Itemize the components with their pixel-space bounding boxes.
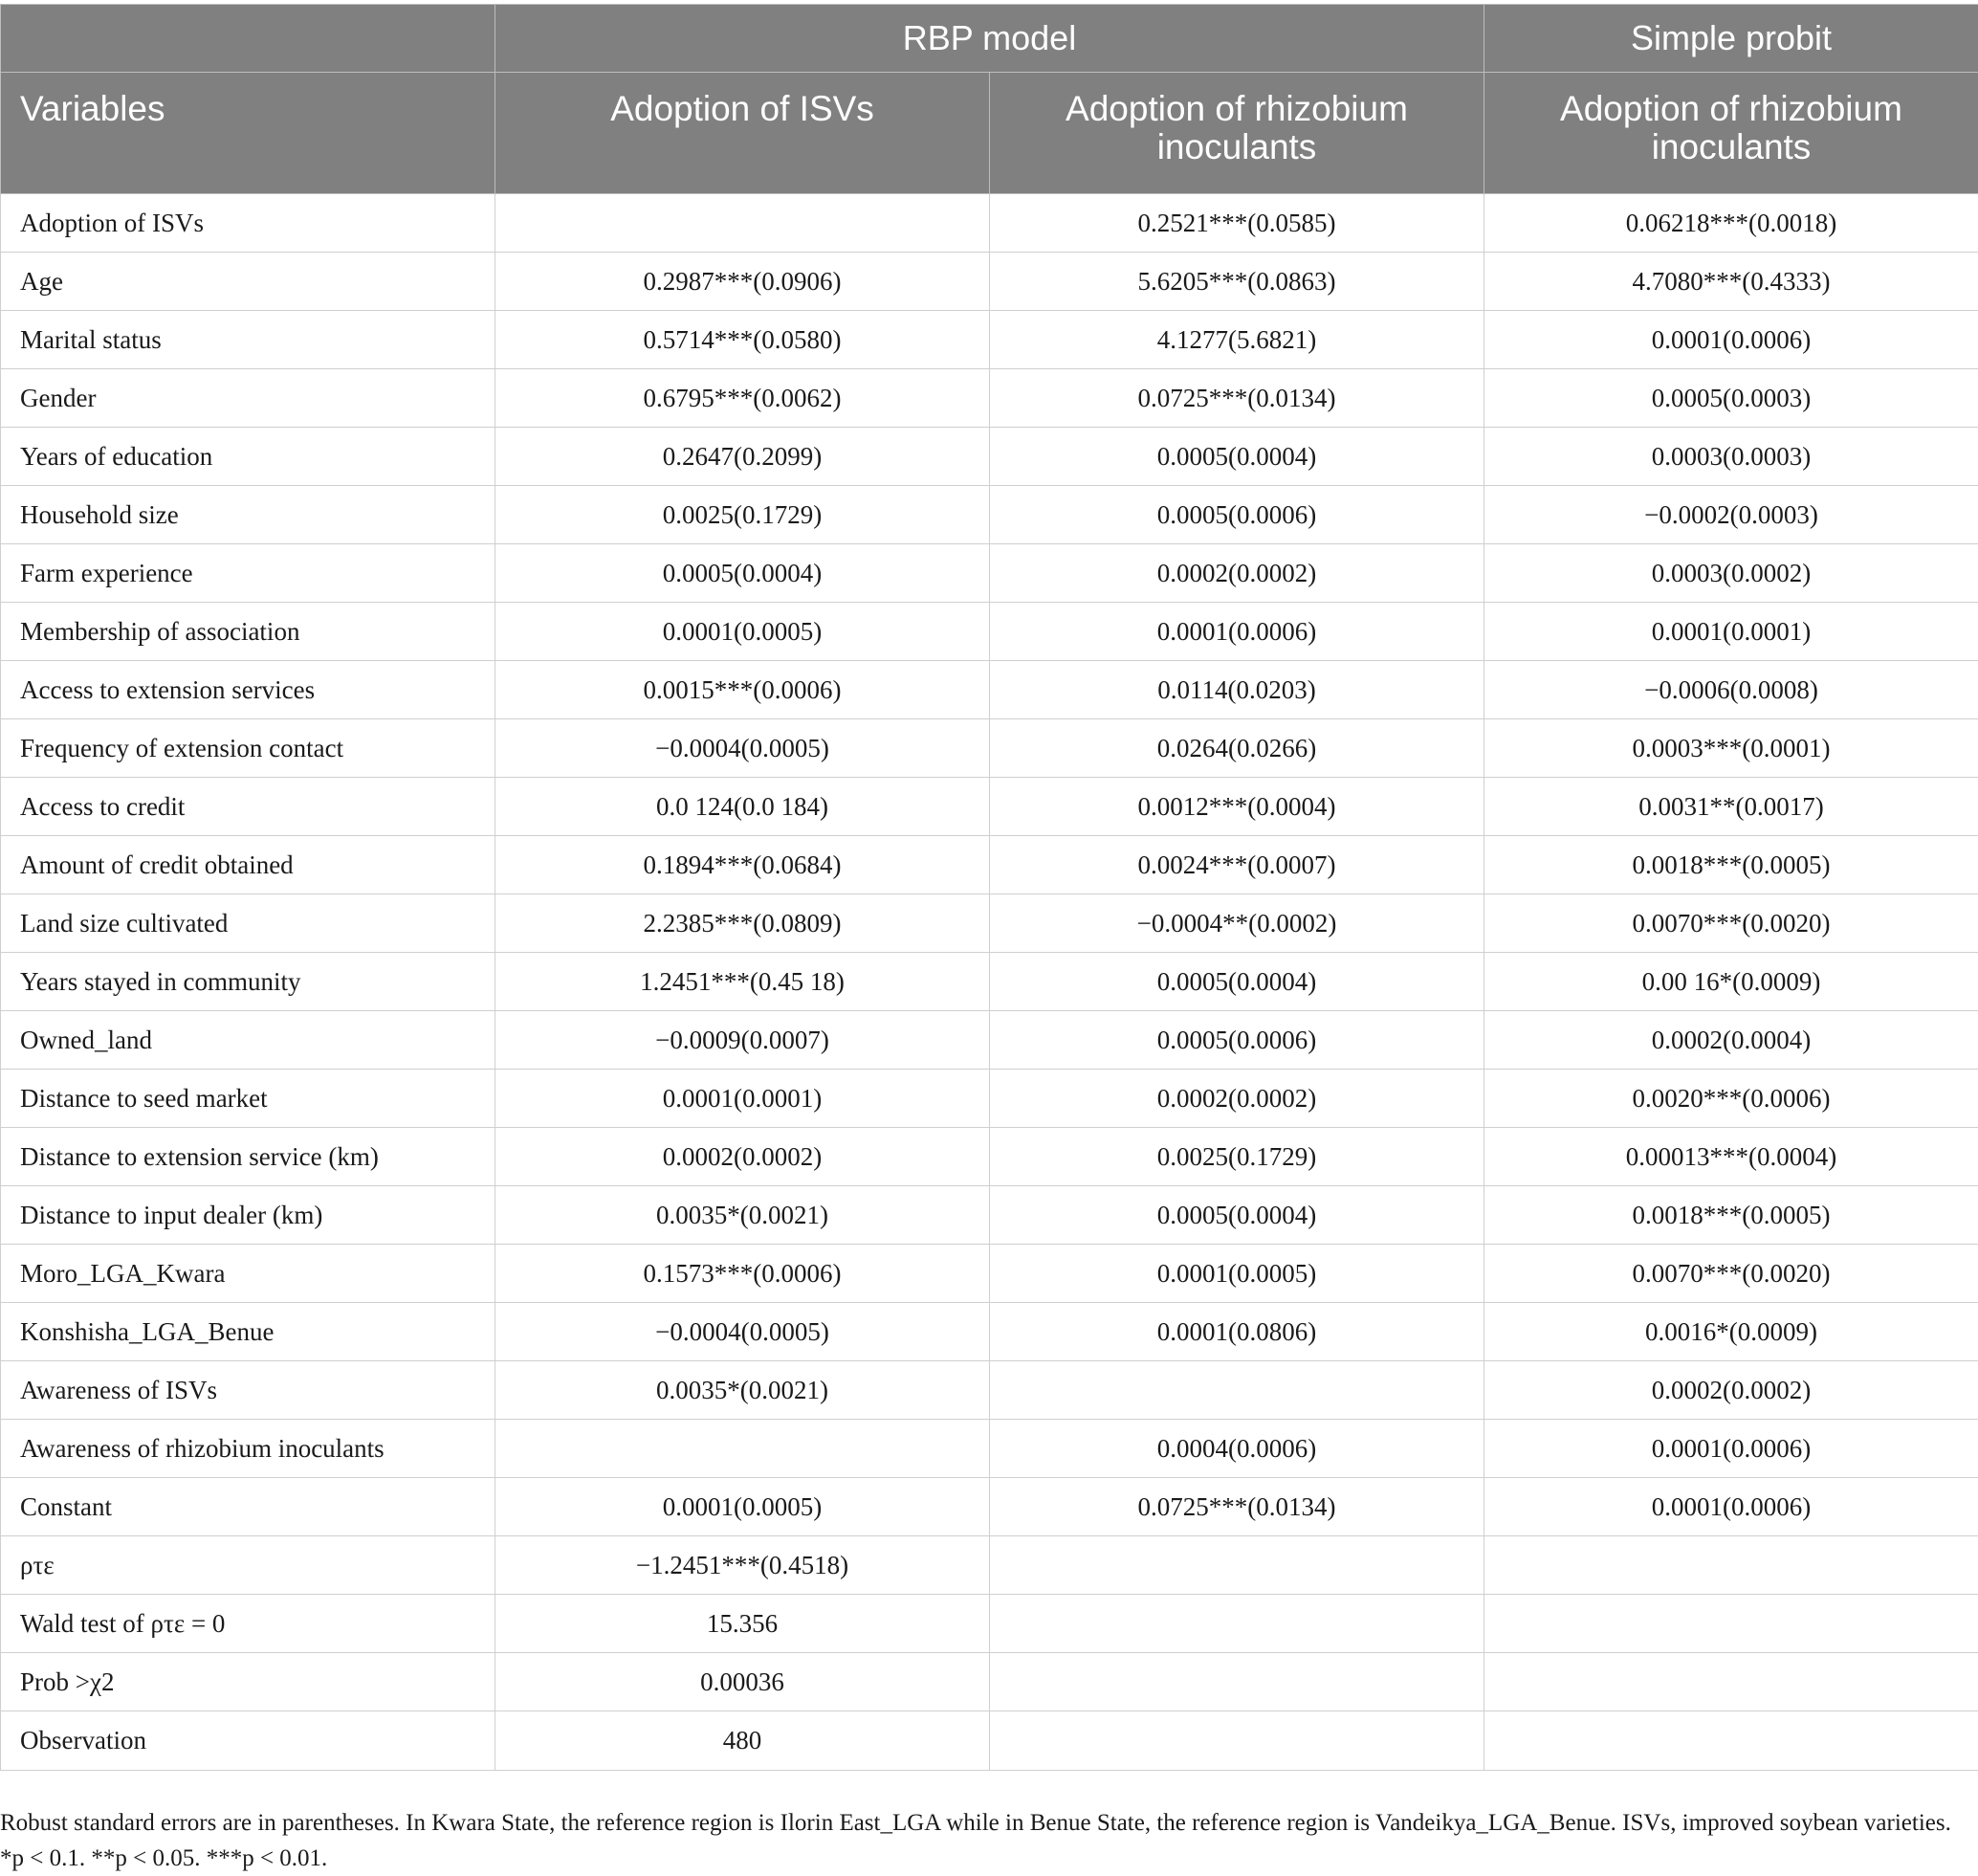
rbp-rhizobium-cell: −0.0004**(0.0002) bbox=[990, 894, 1484, 953]
rbp-isvs-cell: 0.0035*(0.0021) bbox=[495, 1361, 990, 1420]
rbp-isvs-cell: 0.2647(0.2099) bbox=[495, 428, 990, 486]
rbp-rhizobium-cell bbox=[990, 1711, 1484, 1771]
column-header-rbp-isvs: Adoption of ISVs bbox=[495, 73, 990, 194]
table-row bbox=[1, 1245, 1978, 1303]
rbp-isvs-cell: 0.0035*(0.0021) bbox=[495, 1186, 990, 1245]
rbp-rhizobium-cell: 0.2521***(0.0585) bbox=[990, 194, 1484, 253]
table-body bbox=[1, 194, 1978, 1771]
rbp-rhizobium-cell: 0.0002(0.0002) bbox=[990, 544, 1484, 603]
rbp-isvs-cell: 0.0001(0.0005) bbox=[495, 603, 990, 661]
variable-cell: Years stayed in community bbox=[1, 953, 495, 1011]
table-row bbox=[1, 719, 1978, 778]
variable-cell: Distance to extension service (km) bbox=[1, 1128, 495, 1186]
probit-rhizobium-cell: 0.0001(0.0006) bbox=[1484, 311, 1978, 369]
variable-cell: Observation bbox=[1, 1711, 495, 1771]
rbp-rhizobium-cell: 0.0025(0.1729) bbox=[990, 1128, 1484, 1186]
probit-rhizobium-cell: 0.0070***(0.0020) bbox=[1484, 1245, 1978, 1303]
table-footnote-text: Robust standard errors are in parentheses. In Kwara State, the reference region is Ilorin East_LGA while in Benue State, the reference region is Vandeikya_LGA_Benue. ISVs, improved soybean varieties. *p < 0.1. **p < 0.05. ***p < 0.01. bbox=[0, 1810, 1951, 1871]
variable-cell: Farm experience bbox=[1, 544, 495, 603]
variable-cell: Constant bbox=[1, 1478, 495, 1536]
probit-rhizobium-cell bbox=[1484, 1653, 1978, 1711]
rbp-rhizobium-cell: 0.0012***(0.0004) bbox=[990, 778, 1484, 836]
rbp-rhizobium-cell: 5.6205***(0.0863) bbox=[990, 253, 1484, 311]
rbp-isvs-cell: 0.0025(0.1729) bbox=[495, 486, 990, 544]
table-row bbox=[1, 1711, 1978, 1771]
rbp-rhizobium-cell: 4.1277(5.6821) bbox=[990, 311, 1484, 369]
rbp-isvs-cell: 15.356 bbox=[495, 1595, 990, 1653]
table-row bbox=[1, 194, 1978, 253]
rbp-rhizobium-cell: 0.0725***(0.0134) bbox=[990, 1478, 1484, 1536]
variable-cell: Adoption of ISVs bbox=[1, 194, 495, 253]
rbp-isvs-cell: 0.0002(0.0002) bbox=[495, 1128, 990, 1186]
table-row bbox=[1, 836, 1978, 894]
probit-rhizobium-cell: 0.0016*(0.0009) bbox=[1484, 1303, 1978, 1361]
column-header-rbp-rhizobium: Adoption of rhizobium inoculants bbox=[990, 73, 1484, 194]
table-row bbox=[1, 1303, 1978, 1361]
table-row bbox=[1, 1011, 1978, 1070]
rbp-isvs-cell: 1.2451***(0.45 18) bbox=[495, 953, 990, 1011]
variable-cell: Age bbox=[1, 253, 495, 311]
probit-rhizobium-cell: −0.0006(0.0008) bbox=[1484, 661, 1978, 719]
header-group-simple-probit: Simple probit bbox=[1484, 5, 1978, 73]
probit-rhizobium-cell: 0.00013***(0.0004) bbox=[1484, 1128, 1978, 1186]
table-row bbox=[1, 1595, 1978, 1653]
rbp-isvs-cell: −1.2451***(0.4518) bbox=[495, 1536, 990, 1595]
table-row bbox=[1, 603, 1978, 661]
probit-rhizobium-cell: 0.0005(0.0003) bbox=[1484, 369, 1978, 428]
table-row bbox=[1, 1361, 1978, 1420]
probit-rhizobium-cell: 0.0001(0.0006) bbox=[1484, 1420, 1978, 1478]
probit-rhizobium-cell: 0.0001(0.0006) bbox=[1484, 1478, 1978, 1536]
rbp-rhizobium-cell: 0.0005(0.0004) bbox=[990, 428, 1484, 486]
variable-cell: Years of education bbox=[1, 428, 495, 486]
variable-cell: Konshisha_LGA_Benue bbox=[1, 1303, 495, 1361]
column-header-variables: Variables bbox=[1, 73, 495, 194]
variable-cell: Awareness of ISVs bbox=[1, 1361, 495, 1420]
rbp-isvs-cell: 0.6795***(0.0062) bbox=[495, 369, 990, 428]
table-row bbox=[1, 661, 1978, 719]
table-row bbox=[1, 544, 1978, 603]
rbp-rhizobium-cell: 0.0005(0.0006) bbox=[990, 486, 1484, 544]
rbp-rhizobium-cell: 0.0001(0.0806) bbox=[990, 1303, 1484, 1361]
probit-rhizobium-cell: 0.0018***(0.0005) bbox=[1484, 836, 1978, 894]
header-group-row bbox=[1, 5, 1978, 73]
probit-rhizobium-cell: 4.7080***(0.4333) bbox=[1484, 253, 1978, 311]
probit-rhizobium-cell: 0.0031**(0.0017) bbox=[1484, 778, 1978, 836]
probit-rhizobium-cell: 0.00 16*(0.0009) bbox=[1484, 953, 1978, 1011]
variable-cell: Awareness of rhizobium inoculants bbox=[1, 1420, 495, 1478]
variable-cell: Distance to input dealer (km) bbox=[1, 1186, 495, 1245]
rbp-isvs-cell: 0.1573***(0.0006) bbox=[495, 1245, 990, 1303]
table-row bbox=[1, 1478, 1978, 1536]
probit-rhizobium-cell: 0.0003(0.0002) bbox=[1484, 544, 1978, 603]
variable-cell: Gender bbox=[1, 369, 495, 428]
probit-rhizobium-cell: 0.0002(0.0004) bbox=[1484, 1011, 1978, 1070]
table-row bbox=[1, 1653, 1978, 1711]
table-row bbox=[1, 311, 1978, 369]
variable-cell: Marital status bbox=[1, 311, 495, 369]
table-row bbox=[1, 1070, 1978, 1128]
rbp-rhizobium-cell: 0.0005(0.0006) bbox=[990, 1011, 1484, 1070]
table-row bbox=[1, 1536, 1978, 1595]
rbp-isvs-cell: 0.2987***(0.0906) bbox=[495, 253, 990, 311]
table-row bbox=[1, 369, 1978, 428]
rbp-rhizobium-cell: 0.0001(0.0006) bbox=[990, 603, 1484, 661]
rbp-isvs-cell: −0.0004(0.0005) bbox=[495, 1303, 990, 1361]
rbp-rhizobium-cell: 0.0725***(0.0134) bbox=[990, 369, 1484, 428]
rbp-isvs-cell: 0.1894***(0.0684) bbox=[495, 836, 990, 894]
probit-rhizobium-cell: 0.0003***(0.0001) bbox=[1484, 719, 1978, 778]
rbp-isvs-cell: 0.0005(0.0004) bbox=[495, 544, 990, 603]
table-footnote bbox=[0, 1805, 1951, 1876]
rbp-isvs-cell: 0.0015***(0.0006) bbox=[495, 661, 990, 719]
rbp-isvs-cell bbox=[495, 194, 990, 253]
variable-cell: ρτε bbox=[1, 1536, 495, 1595]
variable-cell: Access to credit bbox=[1, 778, 495, 836]
probit-rhizobium-cell: 0.0020***(0.0006) bbox=[1484, 1070, 1978, 1128]
table-row bbox=[1, 253, 1978, 311]
probit-rhizobium-cell bbox=[1484, 1536, 1978, 1595]
rbp-rhizobium-cell: 0.0001(0.0005) bbox=[990, 1245, 1484, 1303]
rbp-rhizobium-cell bbox=[990, 1653, 1484, 1711]
table-row bbox=[1, 1420, 1978, 1478]
rbp-rhizobium-cell: 0.0005(0.0004) bbox=[990, 1186, 1484, 1245]
variable-cell: Household size bbox=[1, 486, 495, 544]
probit-rhizobium-cell bbox=[1484, 1711, 1978, 1771]
variable-cell: Wald test of ρτε = 0 bbox=[1, 1595, 495, 1653]
rbp-rhizobium-cell bbox=[990, 1536, 1484, 1595]
table-row bbox=[1, 1186, 1978, 1245]
variable-cell: Amount of credit obtained bbox=[1, 836, 495, 894]
table-row bbox=[1, 428, 1978, 486]
probit-rhizobium-cell: 0.0070***(0.0020) bbox=[1484, 894, 1978, 953]
rbp-rhizobium-cell: 0.0114(0.0203) bbox=[990, 661, 1484, 719]
table-row bbox=[1, 1128, 1978, 1186]
rbp-isvs-cell: −0.0009(0.0007) bbox=[495, 1011, 990, 1070]
rbp-rhizobium-cell: 0.0002(0.0002) bbox=[990, 1070, 1484, 1128]
rbp-isvs-cell: 0.0 124(0.0 184) bbox=[495, 778, 990, 836]
rbp-rhizobium-cell bbox=[990, 1361, 1484, 1420]
header-group-rbp-model: RBP model bbox=[495, 5, 1484, 73]
variable-cell: Owned_land bbox=[1, 1011, 495, 1070]
variable-cell: Distance to seed market bbox=[1, 1070, 495, 1128]
rbp-isvs-cell: −0.0004(0.0005) bbox=[495, 719, 990, 778]
variable-cell: Moro_LGA_Kwara bbox=[1, 1245, 495, 1303]
variable-cell: Access to extension services bbox=[1, 661, 495, 719]
regression-results-table bbox=[0, 4, 1978, 1771]
probit-rhizobium-cell: −0.0002(0.0003) bbox=[1484, 486, 1978, 544]
rbp-isvs-cell: 2.2385***(0.0809) bbox=[495, 894, 990, 953]
rbp-rhizobium-cell: 0.0004(0.0006) bbox=[990, 1420, 1484, 1478]
rbp-isvs-cell: 0.5714***(0.0580) bbox=[495, 311, 990, 369]
probit-rhizobium-cell bbox=[1484, 1595, 1978, 1653]
variable-cell: Prob >χ2 bbox=[1, 1653, 495, 1711]
table-row bbox=[1, 486, 1978, 544]
rbp-isvs-cell: 0.00036 bbox=[495, 1653, 990, 1711]
rbp-isvs-cell: 480 bbox=[495, 1711, 990, 1771]
probit-rhizobium-cell: 0.0001(0.0001) bbox=[1484, 603, 1978, 661]
rbp-rhizobium-cell: 0.0024***(0.0007) bbox=[990, 836, 1484, 894]
probit-rhizobium-cell: 0.0018***(0.0005) bbox=[1484, 1186, 1978, 1245]
probit-rhizobium-cell: 0.0002(0.0002) bbox=[1484, 1361, 1978, 1420]
table-row bbox=[1, 953, 1978, 1011]
rbp-isvs-cell bbox=[495, 1420, 990, 1478]
table-row bbox=[1, 894, 1978, 953]
table-row bbox=[1, 778, 1978, 836]
variable-cell: Land size cultivated bbox=[1, 894, 495, 953]
rbp-isvs-cell: 0.0001(0.0005) bbox=[495, 1478, 990, 1536]
rbp-rhizobium-cell bbox=[990, 1595, 1484, 1653]
probit-rhizobium-cell: 0.0003(0.0003) bbox=[1484, 428, 1978, 486]
header-column-row bbox=[1, 73, 1978, 194]
variable-cell: Frequency of extension contact bbox=[1, 719, 495, 778]
variable-cell: Membership of association bbox=[1, 603, 495, 661]
rbp-rhizobium-cell: 0.0005(0.0004) bbox=[990, 953, 1484, 1011]
column-header-probit-rhizobium: Adoption of rhizobium inoculants bbox=[1484, 73, 1978, 194]
header-group-blank bbox=[1, 5, 495, 73]
probit-rhizobium-cell: 0.06218***(0.0018) bbox=[1484, 194, 1978, 253]
rbp-isvs-cell: 0.0001(0.0001) bbox=[495, 1070, 990, 1128]
rbp-rhizobium-cell: 0.0264(0.0266) bbox=[990, 719, 1484, 778]
